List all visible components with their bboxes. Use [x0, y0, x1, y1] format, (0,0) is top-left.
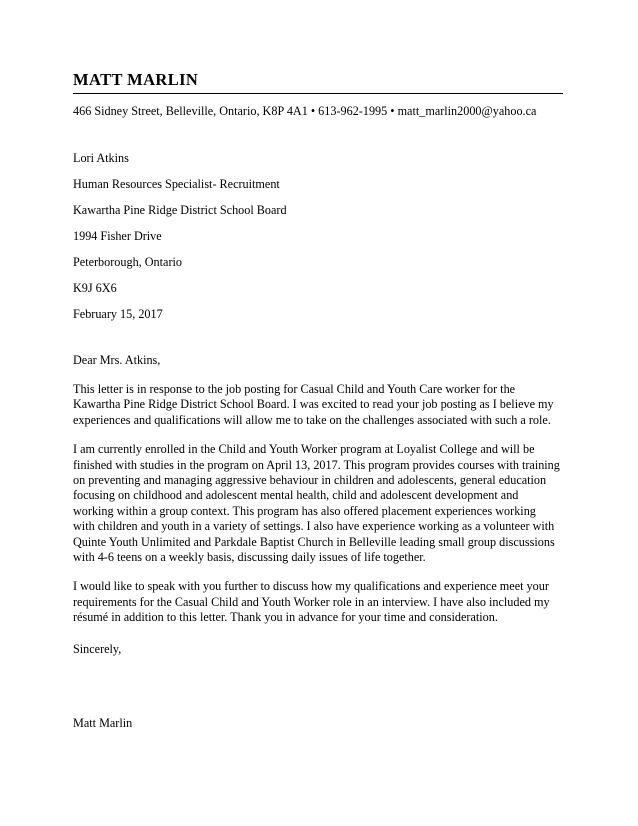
recipient-line: 1994 Fisher Drive: [73, 229, 162, 243]
recipient-line: Lori Atkins: [73, 151, 129, 165]
letterhead-contact-line: 466 Sidney Street, Belleville, Ontario, K8P 4A1 • 613-962-1995 • matt_marlin2000@yahoo.ca: [73, 104, 537, 118]
recipient-line: Peterborough, Ontario: [73, 255, 182, 269]
recipient-line: K9J 6X6: [73, 281, 117, 295]
body-paragraph: This letter is in response to the job posting for Casual Child and Youth Care worker for the Kawartha Pine Ridge District School Board. I was excited to read your job posting as I believe my experiences and qualifications will allow me to take on the challenges associated with such a role.: [73, 382, 554, 427]
body-paragraph: I would like to speak with you further to discuss how my qualifications and experience meet your requirements for the Casual Child and Youth Worker role in an interview. I have also included my résumé in addition to this letter. Thank you in advance for your time and consideration.: [73, 579, 550, 625]
signature-space: [73, 657, 565, 715]
letterhead-divider: [73, 93, 563, 94]
closing-salutation: Sincerely,: [73, 641, 122, 656]
recipient-address-block: [73, 150, 565, 322]
recipient-line: Human Resources Specialist- Recruitment: [73, 177, 280, 191]
letterhead: [73, 70, 565, 119]
recipient-line: Kawartha Pine Ridge District School Board: [73, 203, 287, 217]
salutation: Dear Mrs. Atkins,: [73, 353, 161, 367]
signature-name: Matt Marlin: [73, 715, 133, 730]
letterhead-name: MATT MARLIN: [73, 70, 199, 89]
body-paragraph: I am currently enrolled in the Child and Youth Worker program at Loyalist College and will be finished with studies in the program on April 13, 2017. This program provides courses with training on preventing and managing aggressive behaviour in children and adolescents, general education focusing on childhood and adolescent mental health, child and adolescent development and working within a group context. This program has also offered placement experiences working with children and youth in a variety of settings. I also have experience working as a volunteer with Quinte Youth Unlimited and Parkdale Baptist Church in Belleville leading small group discussions with 4-6 teens on a weekly basis, discussing daily issues of life together.: [73, 442, 560, 565]
letter-date: February 15, 2017: [73, 307, 163, 321]
